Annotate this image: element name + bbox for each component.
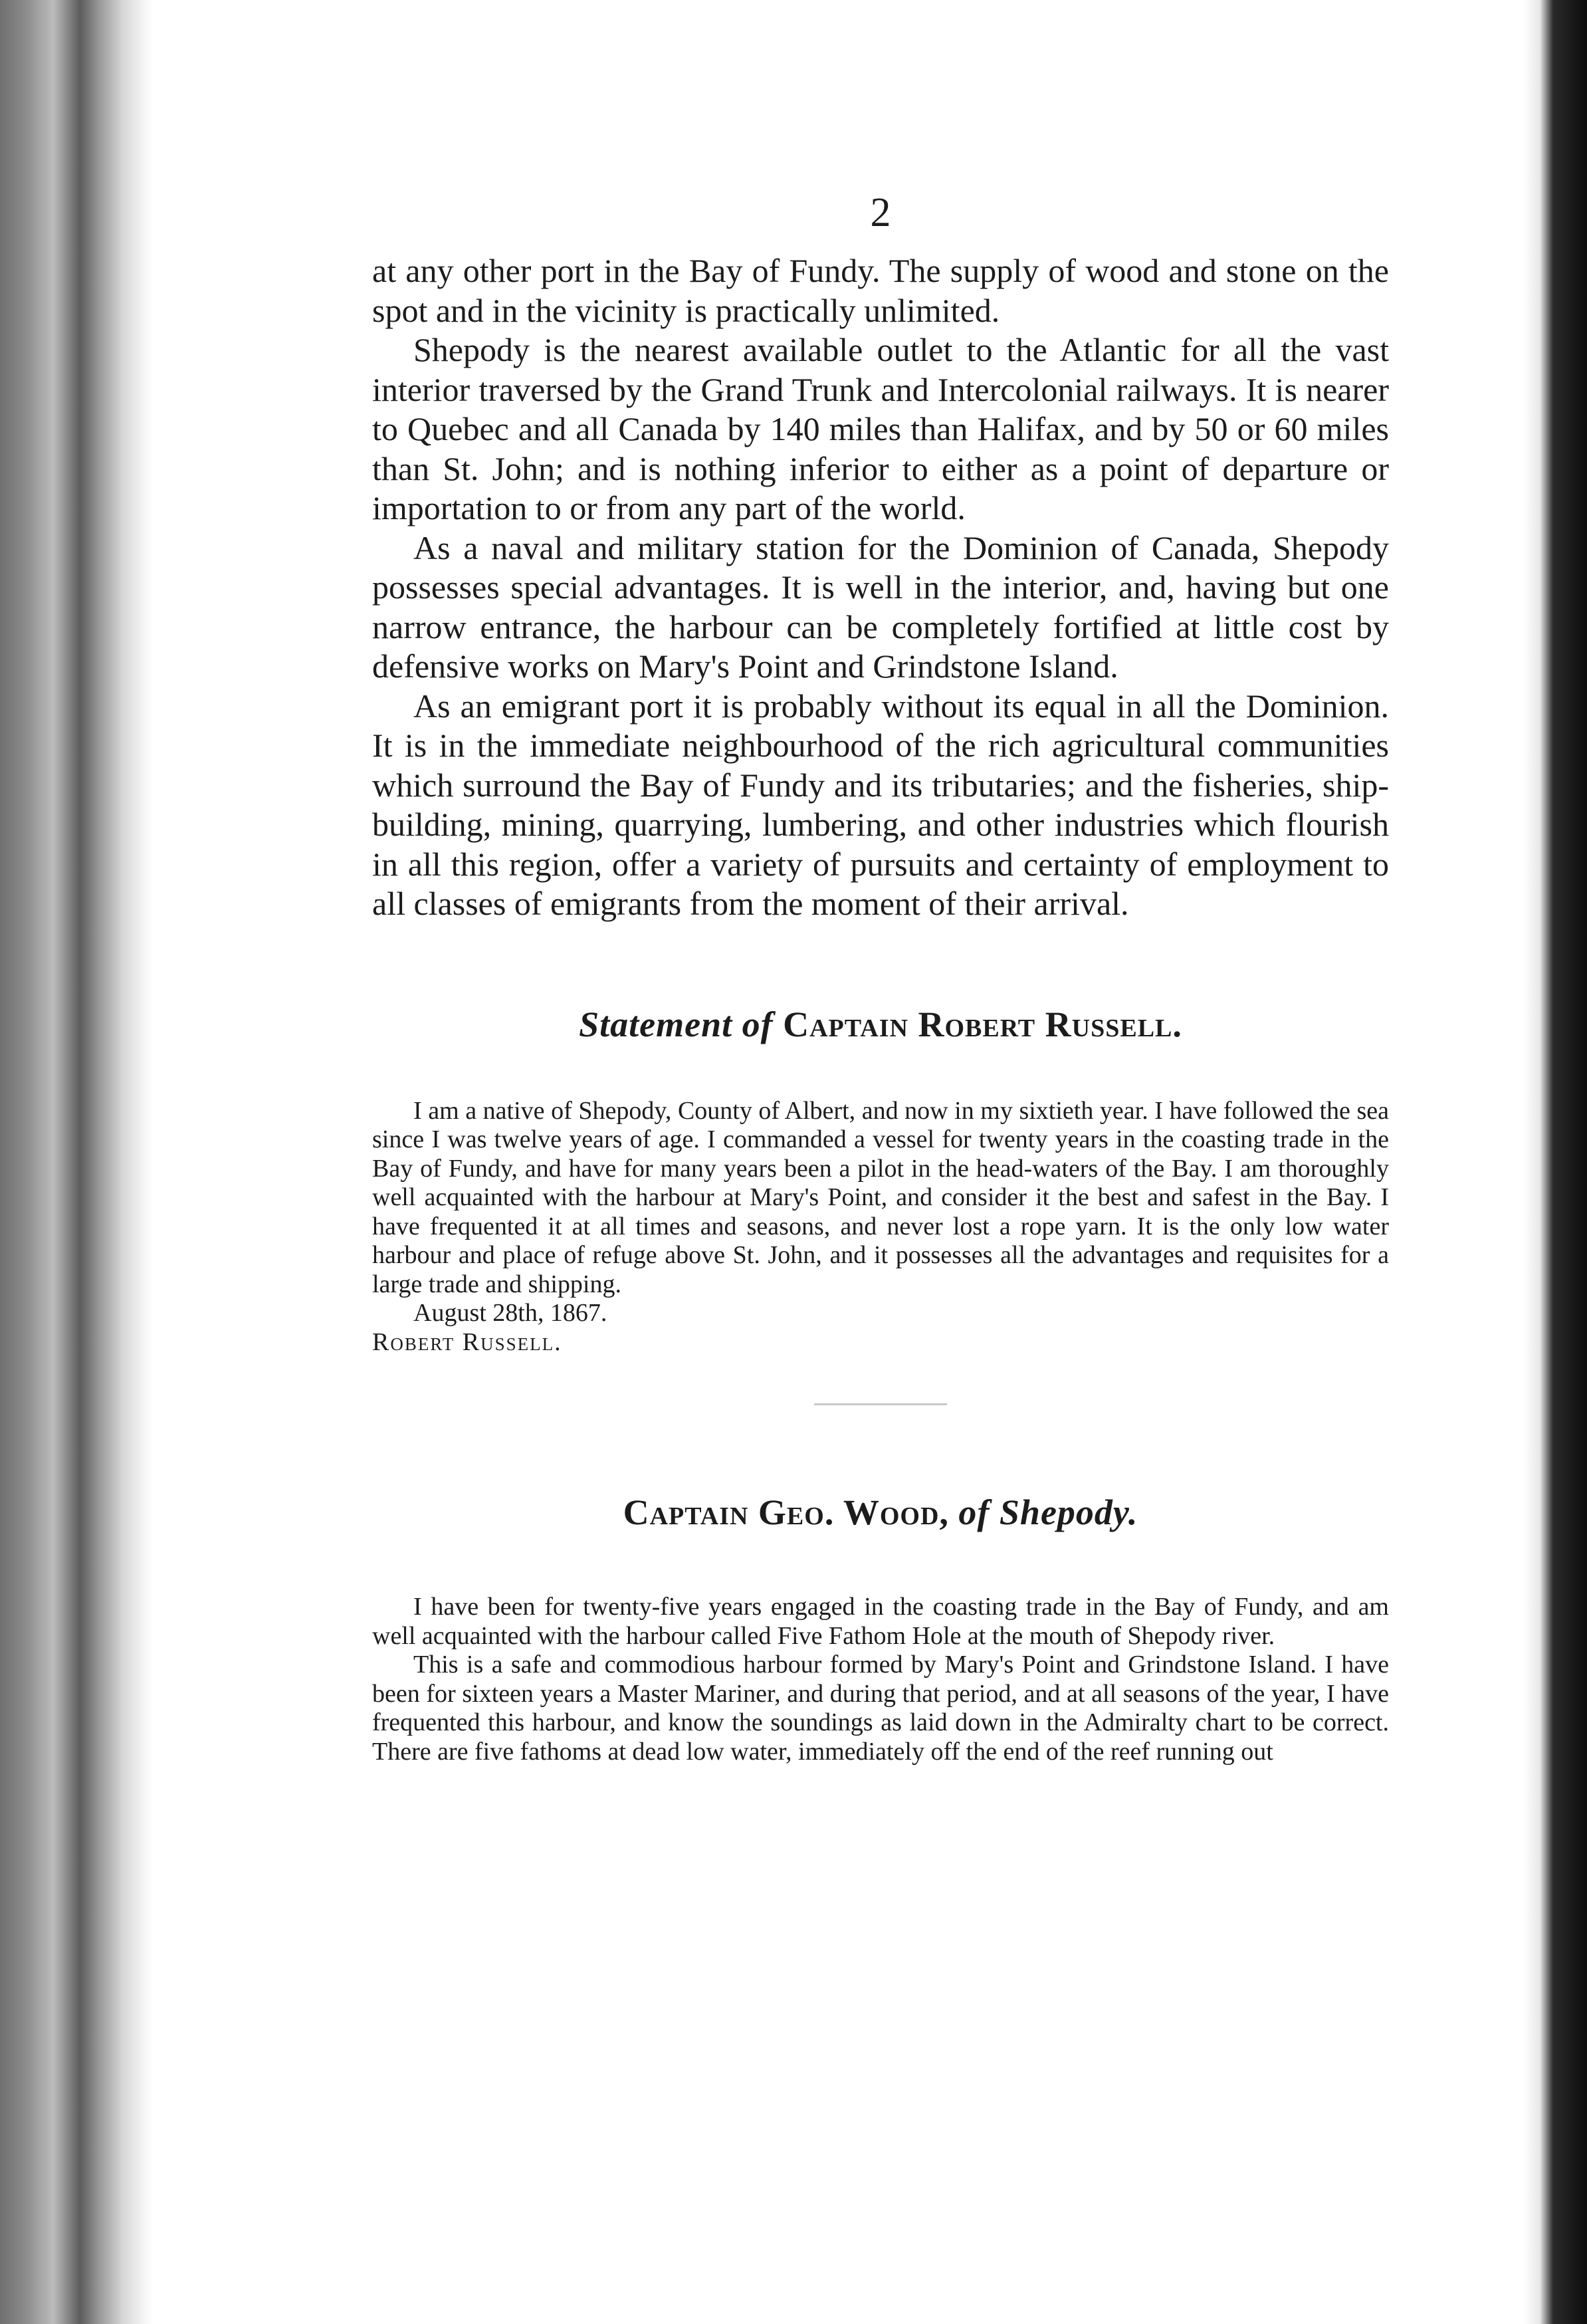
russell-statement [372, 1097, 1389, 1357]
wood-statement [372, 1593, 1389, 1766]
binding-shadow [0, 0, 153, 2324]
russell-heading-prefix: Statement of [579, 1004, 774, 1044]
page-edge [1523, 0, 1587, 2324]
page-number: 2 [870, 190, 891, 235]
wood-heading-suffix: of Shepody. [958, 1492, 1138, 1532]
intro-paragraph: As an emigrant port it is probably without its equal in all the Dominion. It is in the immediate neighbourhood of the rich agricultural communities which surround the Bay of Fundy and its tributaries; and the fisheries, ship-building, mining, quarrying, lumbering, and other industries which flourish in all this region, offer a variety of pursuits and certainty of employment to all classes of emigrants from the moment of their arrival. [372, 687, 1389, 922]
intro-paragraph: Shepody is the nearest available outlet to the Atlantic for all the vast interior traversed by the Grand Trunk and Intercolonial railways. It is nearer to Quebec and all Canada by 140 miles than Halifax, and by 50 or 60 miles than St. John; and is nothing inferior to either as a point of departure or importation to or from any part of the world. [372, 331, 1389, 526]
russell-heading [372, 1004, 1389, 1045]
wood-heading-name: Captain Geo. Wood, [623, 1492, 949, 1532]
russell-heading-name: Captain Robert Russell. [783, 1004, 1182, 1044]
intro-paragraph: at any other port in the Bay of Fundy. The supply of wood and stone on the spot and in the vicinity is practically unlimited. [372, 252, 1389, 329]
wood-paragraph: This is a safe and commodious harbour formed by Mary's Point and Grindstone Island. I have been for sixteen years a Master Mariner, and during that period, and at all seasons of the year, I have frequented this harbour, and know the soundings as laid down in the Admiralty chart to be correct. There are five fathoms at dead low water, immediately off the end of the reef running out [372, 1651, 1389, 1766]
russell-statement-body: I am a native of Shepody, County of Albert, and now in my sixtieth year. I have followed the sea since I was twelve years of age. I commanded a vessel for twenty years in the coasting trade in the Bay of Fundy, and have for many years been a pilot in the head-waters of the Bay. I am thoroughly well acquainted with the harbour at Mary's Point, and consider it the best and safest in the Bay. I have frequented it at all times and seasons, and never lost a rope yarn. It is the only low water harbour and place of refuge above St. John, and it possesses all the advantages and requisites for a large trade and shipping. [372, 1096, 1389, 1298]
intro-paragraph: As a naval and military station for the Dominion of Canada, Shepody possesses special advantages. It is well in the interior, and, having but one narrow entrance, the harbour can be completely fortified at little cost by defensive works on Mary's Point and Grindstone Island. [372, 528, 1389, 685]
russell-signature: Robert Russell. [372, 1328, 562, 1356]
wood-heading [372, 1492, 1389, 1533]
wood-paragraph: I have been for twenty-five years engaged in the coasting trade in the Bay of Fundy, and am well acquainted with the harbour called Five Fathom Hole at the mouth of Shepody river. [372, 1593, 1389, 1650]
document-page [372, 186, 1389, 1766]
russell-date: August 28th, 1867. [413, 1299, 607, 1327]
intro-section [372, 251, 1389, 924]
